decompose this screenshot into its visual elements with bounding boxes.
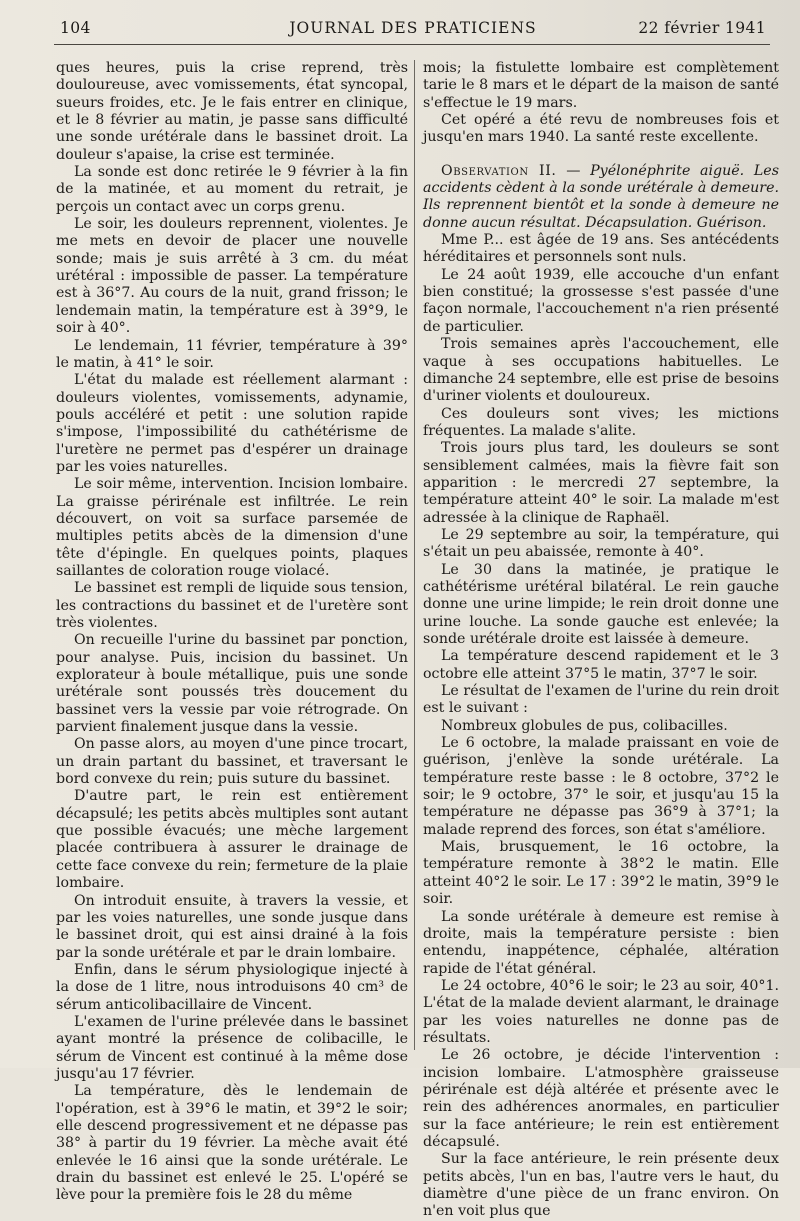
paragraph: Le soir même, intervention. Incision lombaire. La graisse périrénale est infiltrée. Le rein découvert, on voit sa surface parsemée de multiples petits abcès de la dimension d'une tête d'épingle. En quelques points, plaques saillantes de coloration rouge violacé. [56,476,408,579]
paragraph: L'état du malade est réellement alarmant : douleurs violentes, vomissements, adynamie, pouls accéléré et petit : une solution rapide s'impose, l'impossibilité du cathétérisme de l'uretère ne permet pas d'espérer un drainage par les voies naturelles. [56,372,408,475]
journal-title: JOURNAL DES PRATICIENS [289,19,537,37]
page-number: 104 [60,19,91,37]
observation-heading-paragraph [423,163,779,232]
paragraph: mois; la fistulette lombaire est complètement tarie le 8 mars et le départ de la maison de santé s'effectue le 19 mars. [423,60,779,111]
right-column [423,60,779,1221]
paragraph: Le 24 octobre, 40°6 le soir; le 23 au soir, 40°1. L'état de la malade devient alarmant, le drainage par les voies naturelles ne donne pas de résultats. [423,977,779,1046]
left-column [56,60,408,1205]
paragraph: Mais, brusquement, le 16 octobre, la température remonte à 38°2 le matin. Elle atteint 40°2 le soir. Le 17 : 39°2 le matin, 39°9 le soir. [423,839,779,908]
paragraph: ques heures, puis la crise reprend, très douloureuse, avec vomissements, état syncopal, sueurs froides, etc. Je le fais entrer en clinique, et le 8 février au matin, je passe sans difficulté une sonde urétérale dans le bassinet droit. La douleur s'apaise, la crise est terminée. [56,60,408,163]
paragraph: D'autre part, le rein est entièrement décapsulé; les petits abcès multiples sont autant que possible évacués; une mèche largement placée contribuera à assurer le drainage de cette face convexe du rein; fermeture de la plaie lombaire. [56,788,408,892]
paragraph: Le soir, les douleurs reprennent, violentes. Je me mets en devoir de placer une nouvelle sonde; mais je suis arrêté à 3 cm. du méat urétéral : impossible de passer. La température est à 36°7. Au cours de la nuit, grand frisson; le lendemain matin, la température est à 39°9, le soir à 40°. [56,216,408,337]
paragraph: L'examen de l'urine prélevée dans le bassinet ayant montré la présence de colibacille, le sérum de Vincent est continué à la même dose jusqu'au 17 février. [56,1013,408,1082]
paragraph: Trois jours plus tard, les douleurs se sont sensiblement calmées, mais la fièvre fait son apparition : le mercredi 27 septembre, la température atteint 40° le soir. La malade m'est adressée à la clinique de Raphaël. [423,440,779,526]
paragraph: Sur la face antérieure, le rein présente deux petits abcès, l'un en bas, l'autre vers le haut, du diamètre d'une pièce de un franc environ. On n'en voit plus que [423,1151,779,1220]
paragraph: La température, dès le lendemain de l'opération, est à 39°6 le matin, et 39°2 le soir; elle descend progressivement et ne dépasse pas 38° à partir du 19 février. La mèche avait été enlevée le 16 ainsi que la sonde urétérale. Le drain du bassinet est enlevé le 25. L'opéré se lève pour la première fois le 28 du même [56,1083,408,1204]
observation-dash: — [556,162,591,179]
issue-date: 22 février 1941 [638,19,766,37]
paragraph: Cet opéré a été revu de nombreuses fois et jusqu'en mars 1940. La santé reste excellente. [423,112,779,146]
paragraph: La température descend rapidement et le 3 octobre elle atteint 37°5 le matin, 37°7 le soir. [423,648,779,682]
right-column-intro [423,60,779,147]
right-column-body [423,232,779,1221]
paragraph: On recueille l'urine du bassinet par ponction, pour analyse. Puis, incision du bassinet. Un explorateur à boule métallique, puis une sonde urétérale sont poussés très doucement du bassinet vers la vessie par voie rétrograde. On parvient finalement jusque dans la vessie. [56,632,408,736]
page-header [60,16,766,42]
header-rule [54,44,770,45]
paragraph: Le 6 octobre, la malade praissant en voie de guérison, j'enlève la sonde urétérale. La température reste basse : le 8 octobre, 37°2 le soir; le 9 octobre, 37° le soir, et jusqu'au 15 la température ne dépasse pas 36°9 à 37°1; la malade reprend des forces, son état s'améliore. [423,735,779,838]
paragraph: Le bassinet est rempli de liquide sous tension, les contractions du bassinet et de l'uretère sont très violentes. [56,580,408,631]
paragraph: Le 24 août 1939, elle accouche d'un enfant bien constitué; la grossesse s'est passée d'une façon normale, l'accouchement n'a rien présenté de particulier. [423,266,779,335]
paragraph: Le résultat de l'examen de l'urine du rein droit est le suivant : [423,683,779,717]
paragraph: La sonde est donc retirée le 9 février à la fin de la matinée, et au moment du retrait, je perçois un contact avec un corps grenu. [56,164,408,215]
paragraph: Le 30 dans la matinée, je pratique le cathétérisme urétéral bilatéral. Le rein gauche donne une urine limpide; le rein droit donne une urine louche. La sonde gauche est enlevée; la sonde urétérale droite est laissée à demeure. [423,561,779,647]
observation-subtitle: Pyélonéphrite aiguë. Les accidents cèdent à la sonde urétérale à demeure. Ils reprennent bientôt et la sonde à demeure ne donne aucun résultat. Décapsulation. Guérison. [423,162,779,231]
paragraph: Nombreux globules de pus, colibacilles. [441,717,728,734]
observation-heading: Observation II. [441,162,557,179]
paragraph: Le 29 septembre au soir, la température, qui s'était un peu abaissée, remonte à 40°. [423,526,779,561]
paragraph: La sonde urétérale à demeure est remise à droite, mais la température persiste : bien entendu, inappétence, céphalée, altération rapide de l'état général. [423,908,779,977]
paragraph: On passe alors, au moyen d'une pince trocart, un drain partant du bassinet, et traversant le bord convexe du rein; puis suture du bassinet. [56,736,408,788]
paragraph: Mme P... est âgée de 19 ans. Ses antécédents héréditaires et personnels sont nuls. [423,232,779,266]
paragraph: Ces douleurs sont vives; les mictions fréquentes. La malade s'alite. [423,405,779,439]
paragraph: On introduit ensuite, à travers la vessie, et par les voies naturelles, une sonde jusque dans le bassinet droit, qui est ainsi drainé à la fois par la sonde urétérale et par le drain lombaire. [56,892,408,961]
paragraph: Enfin, dans le sérum physiologique injecté à la dose de 1 litre, nous introduisons 40 cm³ de sérum anticolibacillaire de Vincent. [56,961,408,1013]
paragraph: Le 26 octobre, je décide l'intervention : incision lombaire. L'atmosphère graisseuse périrénale est déjà altérée et présente avec le rein des adhérences anormales, en particulier sur la face antérieure; le rein est entièrement décapsulé. [423,1047,779,1150]
paragraph: Le lendemain, 11 février, température à 39° le matin, à 41° le soir. [56,337,408,371]
paragraph: Trois semaines après l'accouchement, elle vaque à ses occupations habituelles. Le dimanche 24 septembre, elle est prise de besoins d'uriner violents et douloureux. [423,336,779,405]
column-divider [414,60,415,1050]
